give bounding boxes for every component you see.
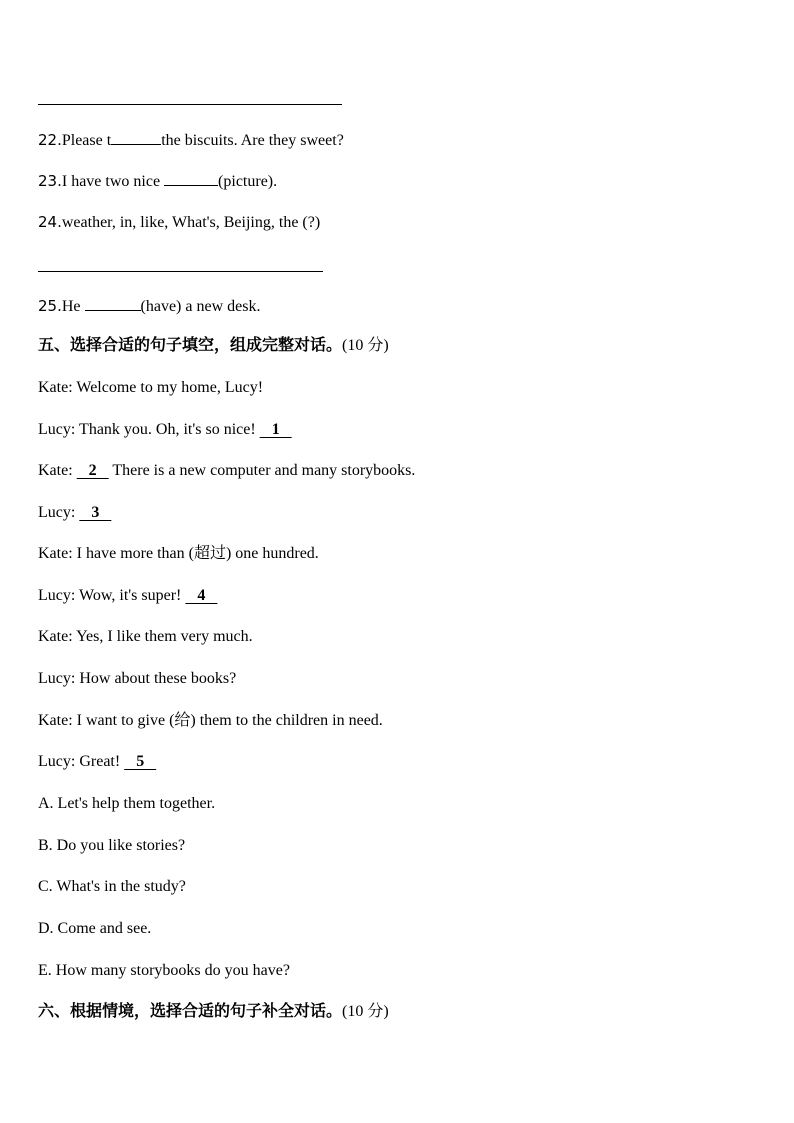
option-d: D. Come and see.: [38, 920, 152, 937]
section-title: 六、根据情境，选择合适的句子补全对话。: [38, 1003, 343, 1020]
dialogue-line: [38, 544, 319, 564]
fill-blank[interactable]: [111, 129, 161, 145]
dialogue-text: There is a new computer and many storybooks.: [112, 462, 416, 479]
answer-blank-4[interactable]: 4: [185, 587, 218, 604]
fill-blank[interactable]: [164, 170, 218, 186]
dialogue-line: [38, 586, 217, 606]
question-text-b: the biscuits. Are they sweet?: [161, 132, 344, 149]
option-b: B. Do you like stories?: [38, 837, 186, 854]
dialogue-line: [38, 420, 292, 440]
dialogue-text: Great!: [79, 753, 121, 770]
question-text-b: (have) a new desk.: [140, 298, 261, 315]
speaker: Kate:: [38, 545, 73, 562]
fill-blank[interactable]: [85, 295, 141, 311]
question-24: [38, 212, 320, 233]
dialogue-line: [38, 752, 156, 772]
question-number: 22.: [38, 131, 62, 149]
dialogue-line: [38, 711, 383, 731]
dialogue-line: [38, 503, 111, 523]
answer-blank-2[interactable]: 2: [76, 462, 109, 479]
speaker: Kate:: [38, 379, 73, 396]
section-6-heading: [38, 1002, 389, 1022]
dialogue-line: [38, 627, 253, 647]
question-text: weather, in, like, What's, Beijing, the (?): [61, 214, 321, 231]
speaker: Kate:: [38, 712, 73, 729]
speaker: Lucy:: [38, 670, 76, 687]
speaker: Lucy:: [38, 504, 76, 521]
dialogue-text: I want to give (给) them to the children in need.: [76, 712, 383, 729]
question-text-a: Please t: [61, 132, 112, 149]
question-number: 25.: [38, 297, 62, 315]
question-text-a: He: [61, 298, 85, 315]
section-score: (10 分): [342, 1003, 389, 1020]
question-text-b: (picture).: [218, 173, 278, 190]
section-score: (10 分): [342, 337, 389, 354]
answer-blank-3[interactable]: 3: [79, 504, 112, 521]
dialogue-text: I have more than (超过) one hundred.: [76, 545, 319, 562]
question-text-a: I have two nice: [61, 173, 165, 190]
dialogue-text: How about these books?: [79, 670, 237, 687]
section-title: 五、选择合适的句子填空，组成完整对话。: [38, 337, 343, 354]
question-number: 23.: [38, 172, 62, 190]
dialogue-text: Welcome to my home, Lucy!: [76, 379, 264, 396]
option-e: E. How many storybooks do you have?: [38, 962, 290, 979]
question-23: [38, 170, 277, 192]
dialogue-text: Thank you. Oh, it's so nice!: [79, 421, 256, 438]
answer-blank-5[interactable]: 5: [124, 753, 157, 770]
speaker: Lucy:: [38, 587, 76, 604]
section-5-heading: [38, 336, 389, 356]
speaker: Kate:: [38, 628, 73, 645]
speaker: Lucy:: [38, 753, 76, 770]
question-22: [38, 129, 344, 151]
speaker: Lucy:: [38, 421, 76, 438]
answer-line-24[interactable]: [38, 271, 323, 272]
dialogue-text: Wow, it's super!: [79, 587, 182, 604]
question-number: 24.: [38, 213, 62, 231]
speaker: Kate:: [38, 462, 73, 479]
answer-line-21: [38, 104, 342, 105]
dialogue-text: Yes, I like them very much.: [76, 628, 253, 645]
option-c: C. What's in the study?: [38, 878, 186, 895]
dialogue-line: [38, 378, 263, 398]
option-a: A. Let's help them together.: [38, 795, 216, 812]
answer-blank-1[interactable]: 1: [259, 421, 292, 438]
question-25: [38, 295, 260, 317]
dialogue-line: [38, 461, 415, 481]
dialogue-line: [38, 669, 236, 689]
